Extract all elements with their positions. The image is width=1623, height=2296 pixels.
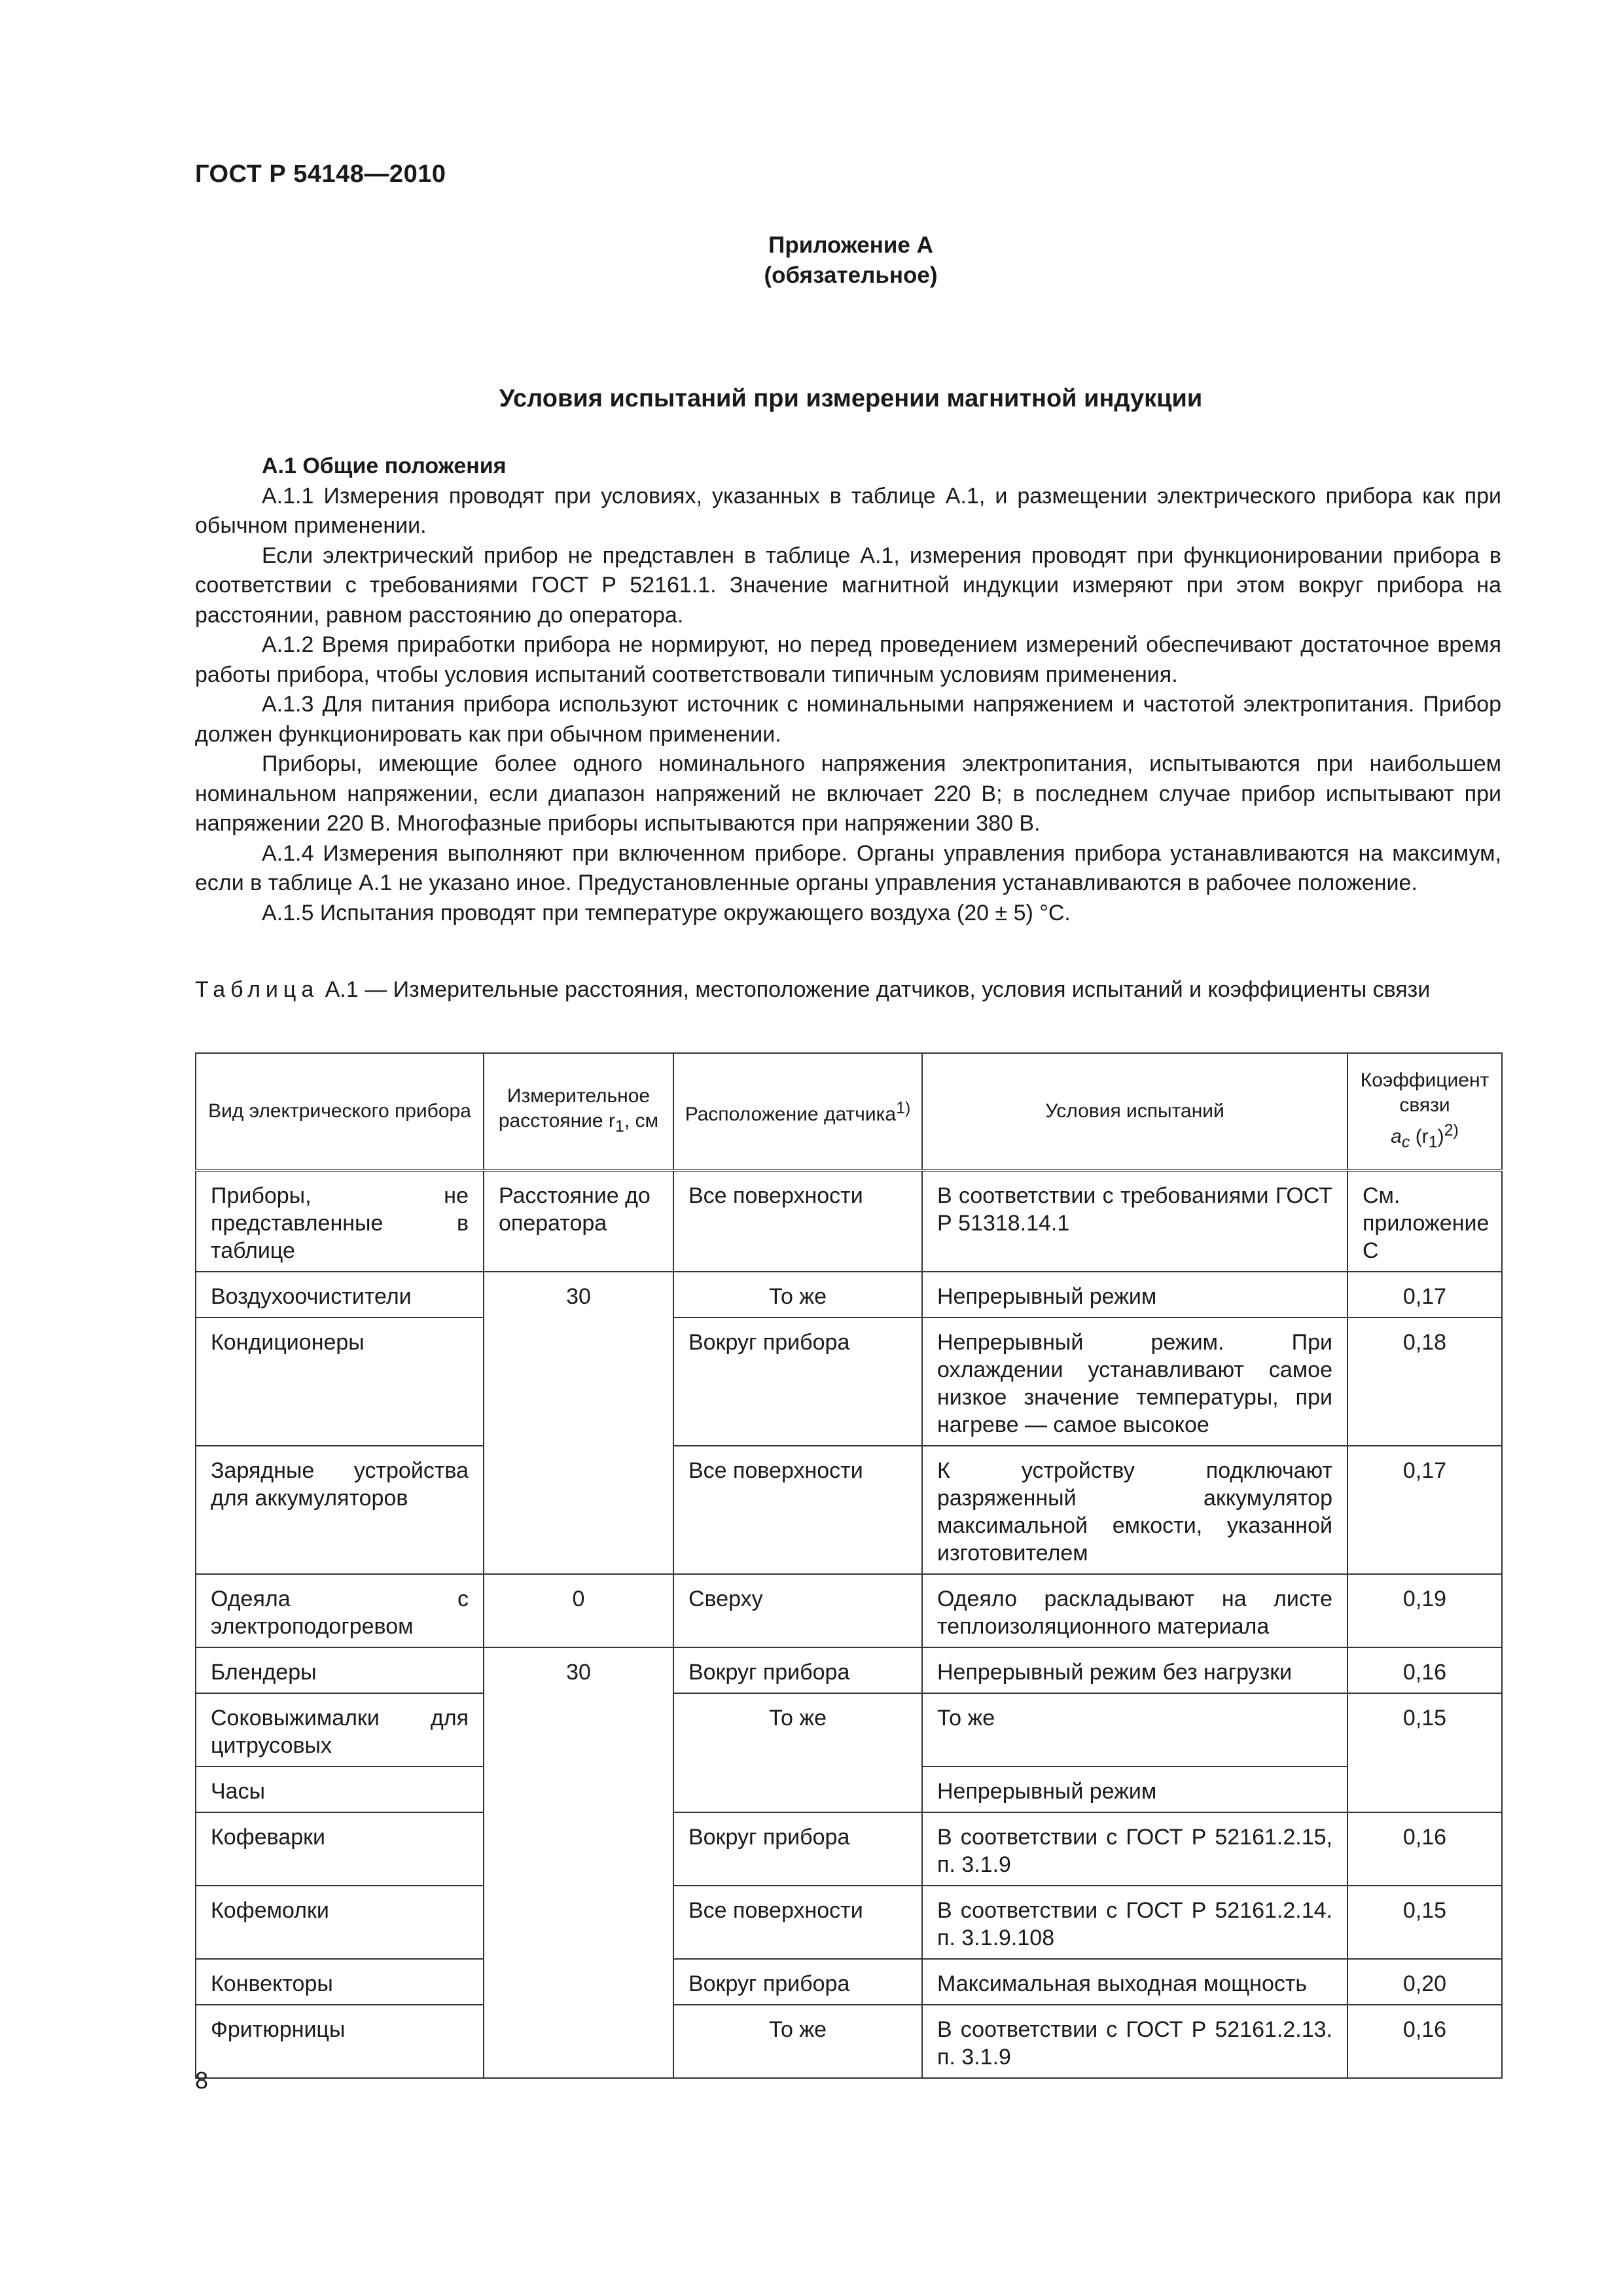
cell-coefficient: 0,15 [1347, 1886, 1502, 1959]
standard-id: ГОСТ Р 54148—2010 [195, 160, 446, 188]
cell-conditions: К устройству подключают разряженный аккумулятор максимальной емкости, указанной изготовителем [922, 1446, 1347, 1574]
annex-title: Приложение А [768, 232, 933, 258]
table-row [196, 1272, 1502, 1318]
cell-coefficient: 0,17 [1347, 1272, 1502, 1318]
cell-device: Кофемолки [196, 1886, 484, 1959]
cell-device: Конвекторы [196, 1959, 484, 2005]
annex-heading [0, 230, 1623, 291]
table-header-row [196, 1053, 1502, 1170]
table-row [196, 1170, 1502, 1272]
cell-device: Блендеры [196, 1647, 484, 1693]
cell-sensor: То же [673, 1693, 922, 1812]
table-row [196, 1959, 1502, 2005]
cell-coefficient: 0,19 [1347, 1574, 1502, 1647]
cell-distance: Расстояние до оператора [484, 1170, 673, 1272]
cell-distance: 0 [484, 1574, 673, 1647]
section-heading: А.1 Общие положения [262, 454, 507, 478]
cell-coefficient: См. приложение С [1347, 1170, 1502, 1272]
page-title: Условия испытаний при измерении магнитной индукции [499, 385, 1203, 412]
cell-coefficient: 0,16 [1347, 1812, 1502, 1886]
cell-distance: 30 [484, 1272, 673, 1574]
paragraph: А.1.2 Время приработки прибора не нормируют, но перед проведением измерений обеспечивают достаточное время работы прибора, чтобы условия испытаний соответствовали типичным условиям применения. [195, 632, 1501, 687]
table-row [196, 1446, 1502, 1574]
section-body [195, 452, 1501, 928]
cell-device: Часы [196, 1767, 484, 1812]
cell-coefficient: 0,16 [1347, 1647, 1502, 1693]
cell-conditions: В соответствии с ГОСТ Р 52161.2.14. п. 3.1.9.108 [922, 1886, 1347, 1959]
cell-sensor: Все поверхности [673, 1446, 922, 1574]
cell-device: Соковыжималки для цитрусовых [196, 1693, 484, 1767]
paragraph: Если электрический прибор не представлен в таблице А.1, измерения проводят при функционировании прибора в соответствии с требованиями ГОСТ Р 52161.1. Значение магнитной индукции измеряют при этом вокруг прибора на расстоянии, равном расстоянию до оператора. [195, 543, 1501, 628]
cell-sensor: Вокруг прибора [673, 1812, 922, 1886]
header-distance: Измерительное расстояние $r_1$, см [484, 1053, 673, 1170]
cell-device: Кондиционеры [196, 1318, 484, 1446]
cell-device: Приборы, не представленные в таблице [196, 1170, 484, 1272]
table-caption [195, 975, 1501, 1004]
cell-sensor: Вокруг прибора [673, 1647, 922, 1693]
paragraph: А.1.3 Для питания прибора используют источник с номинальными напряжением и частотой электропитания. Прибор должен функционировать как при обычном применении. [195, 692, 1501, 747]
cell-sensor: Все поверхности [673, 1886, 922, 1959]
header-coefficient: Коэффициент связи $a_c$ $(r_1)^{2)}$ [1347, 1053, 1502, 1170]
paragraph: А.1.5 Испытания проводят при температуре окружающего воздуха (20 ± 5) °С. [262, 900, 1071, 925]
cell-conditions: Непрерывный режим [922, 1767, 1347, 1812]
cell-conditions: Непрерывный режим [922, 1272, 1347, 1318]
cell-sensor: Вокруг прибора [673, 1318, 922, 1446]
header-conditions: Условия испытаний [922, 1053, 1347, 1170]
cell-coefficient: 0,17 [1347, 1446, 1502, 1574]
cell-coefficient: 0,20 [1347, 1959, 1502, 2005]
cell-device: Зарядные устройства для аккумуляторов [196, 1446, 484, 1574]
cell-sensor: То же [673, 2005, 922, 2078]
cell-distance: 30 [484, 1647, 673, 2078]
cell-conditions: То же [922, 1693, 1347, 1767]
cell-conditions: В соответствии с ГОСТ Р 52161.2.15, п. 3.1.9 [922, 1812, 1347, 1886]
table-row [196, 1574, 1502, 1647]
cell-conditions: В соответствии с ГОСТ Р 52161.2.13. п. 3.1.9 [922, 2005, 1347, 2078]
cell-conditions: Непрерывный режим. При охлаждении устанавливают самое низкое значение температуры, при нагреве — самое высокое [922, 1318, 1347, 1446]
cell-sensor: Вокруг прибора [673, 1959, 922, 2005]
table-row [196, 1812, 1502, 1886]
table-caption-label: Таблица [195, 977, 319, 1002]
cell-sensor: Все поверхности [673, 1170, 922, 1272]
table-row [196, 1693, 1502, 1767]
page-number: 8 [195, 2067, 209, 2094]
cell-coefficient: 0,18 [1347, 1318, 1502, 1446]
cell-device: Воздухоочистители [196, 1272, 484, 1318]
header-sensor: Расположение датчика$^{1)}$ [673, 1053, 922, 1170]
cell-conditions: Максимальная выходная мощность [922, 1959, 1347, 2005]
table-row [196, 1647, 1502, 1693]
header-device: Вид электрического прибора [196, 1053, 484, 1170]
conditions-table [195, 1052, 1503, 2079]
paragraph: А.1.4 Измерения выполняют при включенном приборе. Органы управления прибора устанавливаются на максимум, если в таблице А.1 не указано иное. Предустановленные органы управления устанавливаются в рабочее положение. [195, 840, 1501, 895]
cell-conditions: Непрерывный режим без нагрузки [922, 1647, 1347, 1693]
cell-conditions: Одеяло раскладывают на листе теплоизоляционного материала [922, 1574, 1347, 1647]
cell-conditions: В соответствии с требованиями ГОСТ Р 51318.14.1 [922, 1170, 1347, 1272]
table-row [196, 1318, 1502, 1446]
cell-sensor: Сверху [673, 1574, 922, 1647]
table-row [196, 2005, 1502, 2078]
cell-device: Кофеварки [196, 1812, 484, 1886]
cell-device: Фритюрницы [196, 2005, 484, 2078]
cell-coefficient: 0,16 [1347, 2005, 1502, 2078]
cell-sensor: То же [673, 1272, 922, 1318]
cell-coefficient: 0,15 [1347, 1693, 1502, 1812]
table-caption-text: А.1 — Измерительные расстояния, местоположение датчиков, условия испытаний и коэффициенты связи [319, 977, 1431, 1002]
paragraph: Приборы, имеющие более одного номинального напряжения электропитания, испытываются при наибольшем номинальном напряжении, если диапазон напряжений не включает 220 В; в последнем случае прибор испытывают при напряжении 220 В. Многофазные приборы испытываются при напряжении 380 В. [195, 751, 1501, 836]
table-row [196, 1886, 1502, 1959]
cell-device: Одеяла с электроподогревом [196, 1574, 484, 1647]
paragraph: А.1.1 Измерения проводят при условиях, указанных в таблице А.1, и размещении электрического прибора как при обычном применении. [195, 483, 1501, 538]
annex-status: (обязательное) [764, 262, 938, 288]
